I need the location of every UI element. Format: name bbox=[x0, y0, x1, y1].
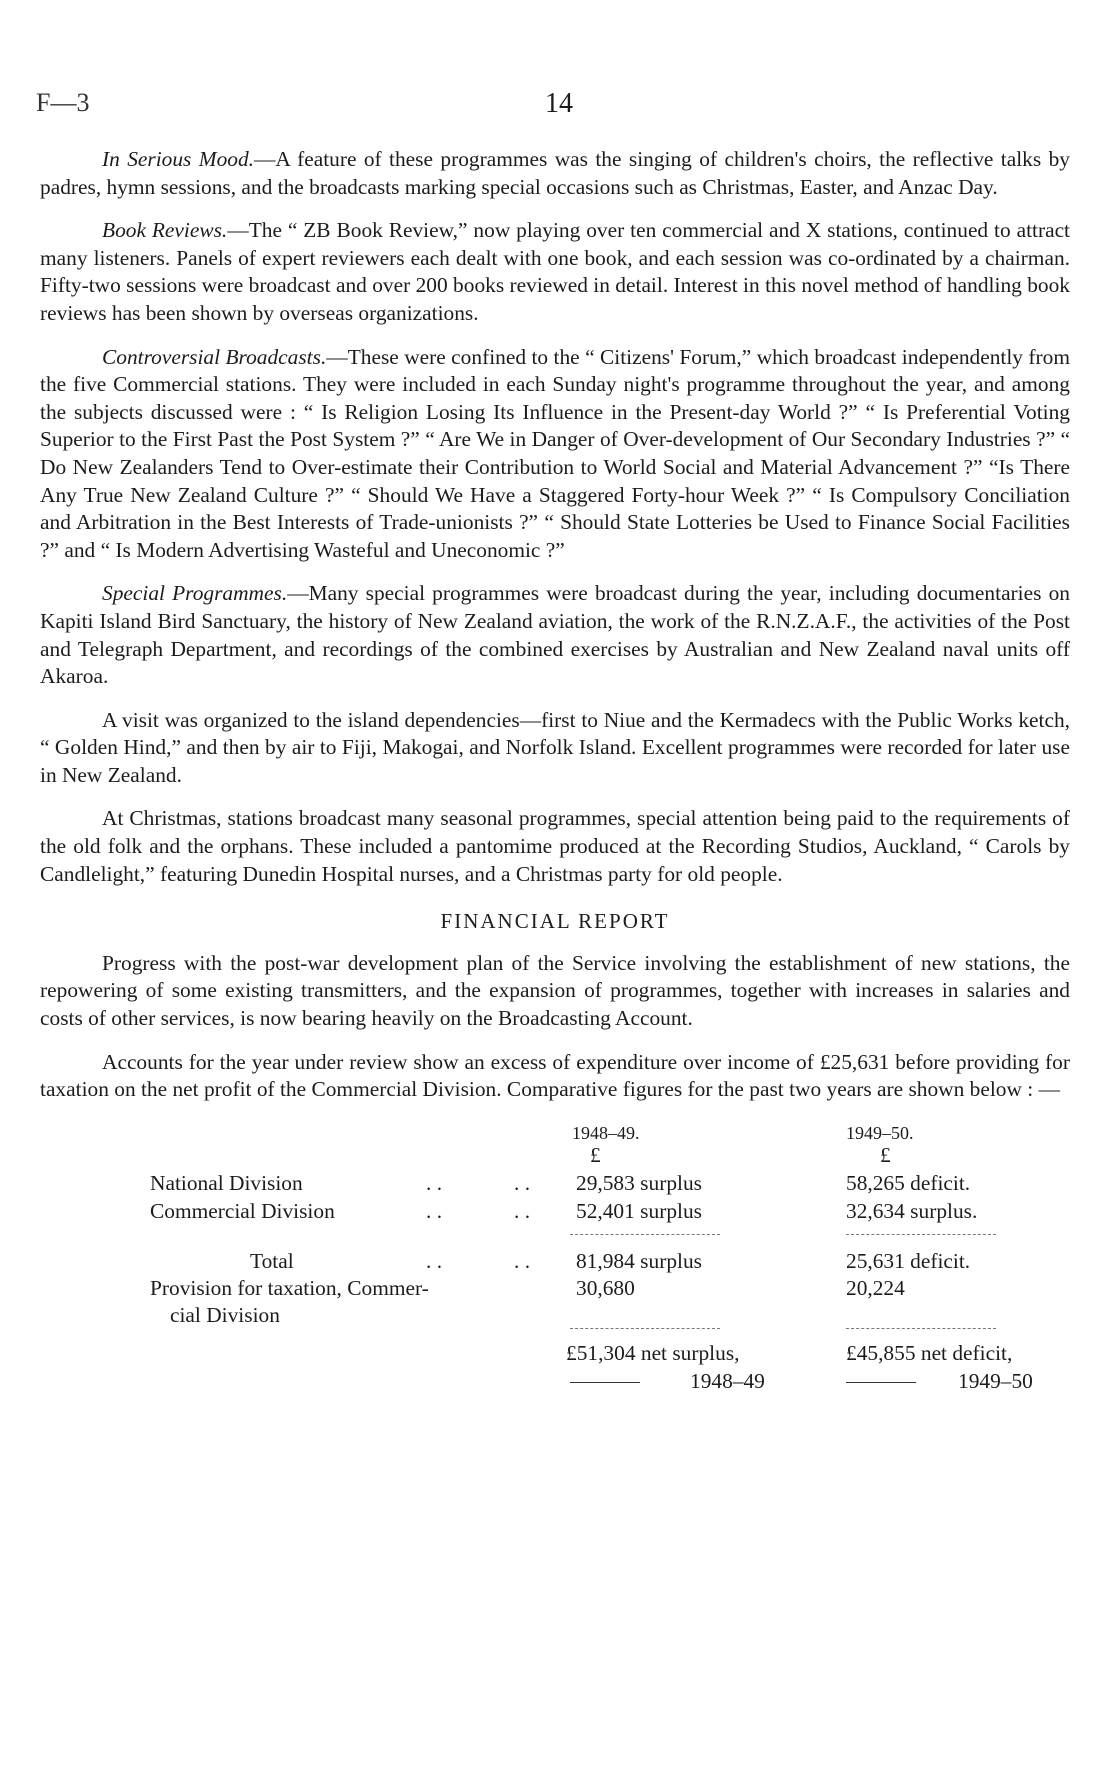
paragraph: Accounts for the year under review show an excess of expenditure over income of £25,631 before providing for taxation on the net profit of the Commercial Division. Comparative figures for the past two years are shown below : — bbox=[40, 1049, 1070, 1102]
paragraph bbox=[40, 344, 1070, 565]
document-reference: F—3 bbox=[36, 88, 90, 117]
leader-dots: . . bbox=[514, 1198, 531, 1223]
net-1948-year: 1948–49 bbox=[690, 1368, 765, 1393]
national-1949-value: 58,265 deficit. bbox=[846, 1170, 971, 1195]
paragraph bbox=[40, 580, 1070, 690]
row-label-total: Total bbox=[250, 1248, 294, 1273]
leader-dots: . . bbox=[514, 1170, 531, 1195]
leader-dots: . . bbox=[514, 1248, 531, 1273]
paragraph: Progress with the post-war development plan of the Service involving the establishment of new stations, the repowering of some existing transmitters, and the expansion of programmes, together with increases in salaries and costs of other services, is now bearing heavily on the Broadcasting Account. bbox=[40, 950, 1070, 1031]
paragraph-lead: Controversial Broadcasts. bbox=[102, 344, 327, 369]
paragraph-text: —Many special programmes were broadcast during the year, including documentaries on Kapiti Island Bird Sanctuary, the history of New Zealand aviation, the work of the R.N.Z.A.F., the activities of the Post and Telegraph Department, and recordings of the combined exercises by Australian and New Zealand naval units off Akaroa. bbox=[40, 581, 1070, 689]
net-rule bbox=[570, 1382, 640, 1383]
paragraph bbox=[40, 805, 1070, 888]
financial-table bbox=[40, 1120, 1070, 1420]
subtotal-rule bbox=[570, 1328, 720, 1329]
currency-symbol: £ bbox=[880, 1142, 891, 1167]
subtotal-rule bbox=[846, 1328, 996, 1329]
column-header-1948: 1948–49. bbox=[572, 1122, 640, 1143]
document-body bbox=[40, 146, 1070, 1420]
page-number: 14 bbox=[545, 88, 573, 119]
net-1948-value: £51,304 net surplus, bbox=[566, 1340, 740, 1365]
paragraph-lead: In Serious Mood. bbox=[102, 147, 255, 171]
total-1949-value: 25,631 deficit. bbox=[846, 1248, 971, 1273]
net-rule bbox=[846, 1382, 916, 1383]
paragraph-text: —These were confined to the “ Citizens' Forum,” which broadcast independently from the five Commercial stations. They were included in each Sunday night's programme throughout the year, and among the subjects discussed were : “ Is Religion Losing Its Influence in the Present-day World ?” “ Is Preferential Voting Superior to the First Past the Post System ?” “ Are We in Danger of Over-development of Our Secondary Industries ?” “ Do New Zealanders Tend to Over-estimate their Contribution to World Social and Material Advancement ?” “Is There Any True New Zealand Culture ?” “ Should We Have a Staggered Forty-hour Week ?” “ Is Compulsory Conciliation and Arbitration in the Best Interests of Trade-unionists ?” “ Should State Lotteries be Used to Finance Social Facilities ?” and “ Is Modern Advertising Wasteful and Uneconomic ?” bbox=[40, 344, 1070, 562]
row-label-provision-cont: cial Division bbox=[170, 1302, 280, 1327]
row-label-national: National Division bbox=[150, 1170, 303, 1195]
paragraph-text: —A feature of these programmes was the singing of children's choirs, the reflective talks by padres, hymn sessions, and the broadcasts marking special occasions such as Christmas, Easter, and Anzac Day. bbox=[40, 147, 1070, 199]
provision-1948-value: 30,680 bbox=[576, 1275, 635, 1300]
paragraph-lead: Book Reviews. bbox=[102, 218, 228, 243]
section-heading: FINANCIAL REPORT bbox=[440, 909, 670, 934]
paragraph bbox=[40, 146, 1070, 201]
paragraph-text: —The “ ZB Book Review,” now playing over ten commercial and X stations, continued to attract many listeners. Panels of expert reviewers each dealt with one book, and each session was co-ordinated by a chairman. Fifty-two sessions were broadcast and over 200 books reviewed in detail. Interest in this novel method of handling book reviews has been shown by overseas organizations. bbox=[40, 218, 1071, 325]
column-header-1949: 1949–50. bbox=[846, 1122, 914, 1143]
leader-dots: . . bbox=[426, 1198, 443, 1223]
paragraph bbox=[40, 217, 1070, 327]
net-1949-year: 1949–50 bbox=[958, 1368, 1033, 1393]
currency-symbol: £ bbox=[590, 1142, 601, 1167]
row-label-commercial: Commercial Division bbox=[150, 1198, 335, 1223]
subtotal-rule bbox=[846, 1234, 996, 1235]
paragraph-lead: Special Programmes. bbox=[102, 581, 288, 606]
row-label-provision: Provision for taxation, Commer- bbox=[150, 1275, 429, 1300]
national-1948-value: 29,583 surplus bbox=[576, 1170, 702, 1195]
net-1949-value: £45,855 net deficit, bbox=[846, 1340, 1013, 1365]
paragraph-text: A visit was organized to the island dependencies—first to Niue and the Kermadecs with the Public Works ketch, “ Golden Hind,” and then by air to Fiji, Makogai, and Norfolk Island. Excellent programmes were recorded for later use in New Zealand. bbox=[40, 707, 1070, 787]
commercial-1949-value: 32,634 surplus. bbox=[846, 1198, 978, 1223]
subtotal-rule bbox=[570, 1234, 720, 1235]
provision-1949-value: 20,224 bbox=[846, 1275, 905, 1300]
paragraph bbox=[40, 707, 1070, 790]
commercial-1948-value: 52,401 surplus bbox=[576, 1198, 702, 1223]
leader-dots: . . bbox=[426, 1248, 443, 1273]
leader-dots: . . bbox=[426, 1170, 443, 1195]
total-1948-value: 81,984 surplus bbox=[576, 1248, 702, 1273]
paragraph-text: At Christmas, stations broadcast many seasonal programmes, special attention being paid to the requirements of the old folk and the orphans. These included a pantomime produced at the Recording Studios, Auckland, “ Carols by Candlelight,” featuring Dunedin Hospital nurses, and a Christmas party for old people. bbox=[40, 806, 1070, 886]
